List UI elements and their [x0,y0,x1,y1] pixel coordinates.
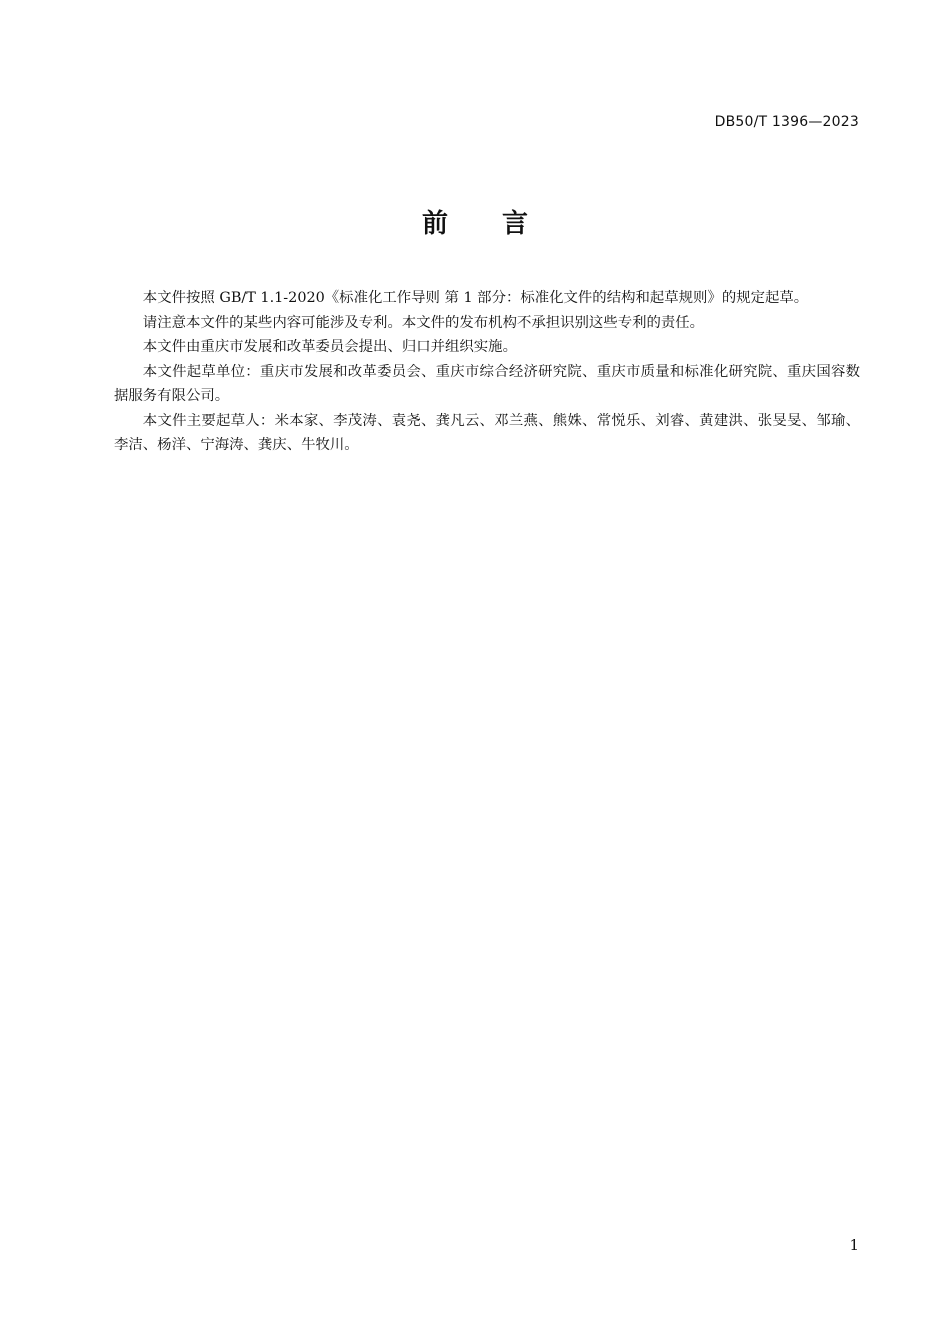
paragraph-proposer: 本文件由重庆市发展和改革委员会提出、归口并组织实施。 [142,339,517,355]
paragraph-drafting-units: 本文件起草单位：重庆市发展和改革委员会、重庆市综合经济研究院、重庆市质量和标准化研究院、重庆国容数据服务有限公司。 [114,363,860,404]
document-code: DB50/T 1396—2023 [714,114,859,130]
paragraph-drafters: 本文件主要起草人：米本家、李茂涛、袁尧、龚凡云、邓兰燕、熊姝、常悦乐、刘睿、黄建洪、张旻旻、邹瑜、李洁、杨洋、宁海涛、龚庆、牛牧川。 [114,412,860,453]
paragraph-drafting-rules: 本文件按照 GB/T 1.1-2020《标准化工作导则 第 1 部分：标准化文件的结构和起草规则》的规定起草。 [142,290,809,306]
document-body [114,286,860,458]
page-title: 前言 [421,209,582,239]
page-number: 1 [849,1236,859,1254]
paragraph-patent-notice: 请注意本文件的某些内容可能涉及专利。本文件的发布机构不承担识别这些专利的责任。 [142,314,705,331]
